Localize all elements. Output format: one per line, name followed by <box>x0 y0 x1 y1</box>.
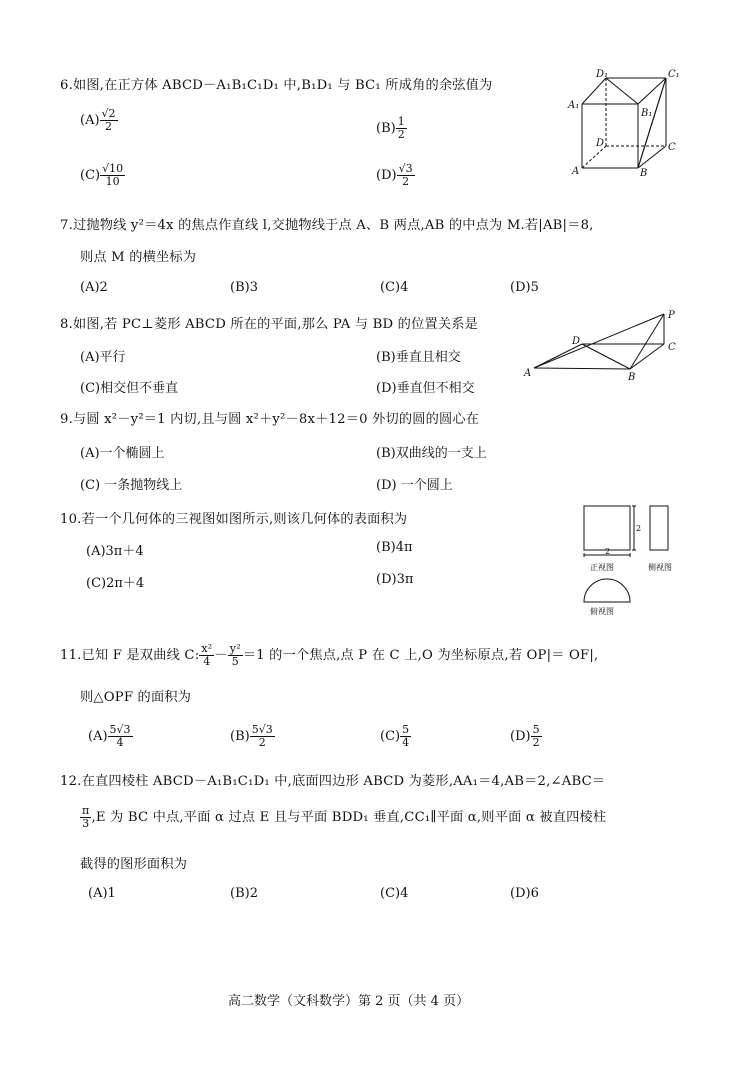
q12-stem-line2: $\frac{\pi}{3}$ ,E 为 BC 中点,平面 α 过点 E 且与平面 BDD₁ 垂直,CC₁∥平面 α,则平面 α 被直四棱柱 <box>82 804 607 830</box>
q9-option-c: (C) 一条抛物线上 <box>80 478 183 493</box>
q6-option-d: (D) $\frac{√3}{2}$ <box>376 162 413 188</box>
cube-label-a: A <box>572 166 580 177</box>
dim-width-label: 2 <box>605 547 611 556</box>
q10-option-c: (C)2π＋4 <box>86 576 145 591</box>
side-view-label: 侧视图 <box>648 563 672 572</box>
q6-stem <box>60 74 492 93</box>
rhombus-label-b: B <box>628 372 636 383</box>
q10-stem: 10.若一个几何体的三视图如图所示,则该几何体的表面积为 <box>60 512 408 527</box>
q6-option-b: (B) $\frac{1}{2}$ <box>376 115 405 141</box>
q6-option-c: (C) $\frac{√10}{10}$ <box>80 162 124 188</box>
q12-option-a: (A)1 <box>88 886 116 901</box>
q11-option-b: (B) $\frac{5√3}{2}$ <box>230 723 273 749</box>
q8-rhombus-figure <box>522 306 687 386</box>
q7-option-c: (C)4 <box>380 280 409 295</box>
q8-stem: 8.如图,若 PC⊥菱形 ABCD 所在的平面,那么 PA 与 BD 的位置关系是 <box>60 317 479 332</box>
q8-option-d: (D)垂直但不相交 <box>376 381 475 396</box>
front-view-rect <box>584 506 630 550</box>
q10-option-a: (A)3π＋4 <box>86 544 144 559</box>
q11-option-c: (C) $\frac{5}{4}$ <box>380 723 410 749</box>
q10-three-view-figure <box>574 500 714 618</box>
rhombus-label-p: P <box>668 310 675 321</box>
q7-stem-line1: 7.过抛物线 y²＝4x 的焦点作直线 l,交抛物线于点 A、B 两点,AB 的中点为 M.若|AB|＝8, <box>60 218 594 233</box>
q11-stem-line2: 则△OPF 的面积为 <box>80 690 192 705</box>
rhombus-label-c: C <box>668 342 676 353</box>
q12-stem-line3: 截得的图形面积为 <box>80 857 188 872</box>
front-view-label: 正视图 <box>590 563 614 572</box>
q11-option-d: (D) $\frac{5}{2}$ <box>510 723 540 749</box>
q9-option-b: (B)双曲线的一支上 <box>376 446 487 461</box>
q6-number: 6. <box>60 78 73 93</box>
q7-option-b: (B)3 <box>230 280 258 295</box>
cube-label-d1: D₁ <box>596 69 609 80</box>
q11-option-a: (A) $\frac{5√3}{4}$ <box>88 723 131 749</box>
rhombus-label-d: D <box>572 336 581 347</box>
q10-option-b: (B)4π <box>376 540 413 555</box>
q12-stem-line1: 12.在直四棱柱 ABCD－A₁B₁C₁D₁ 中,底面四边形 ABCD 为菱形,AA₁＝4,AB＝2,∠ABC＝ <box>60 774 606 789</box>
q6-option-a: (A) $\frac{√2}{2}$ <box>80 107 116 133</box>
q7-option-d: (D)5 <box>510 280 539 295</box>
cube-label-c1: C₁ <box>668 69 680 80</box>
q6-cube-figure <box>566 66 686 181</box>
cube-label-d: D <box>596 138 605 149</box>
q11-stem-line1: 11.已知 F 是双曲线 C: $\frac{\text{x²}}{4}$ － $\frac{\text{y²}}{5}$ ＝1 的一个焦点,点 P 在 C 上,O 为坐标原点,若 OP|＝ OF|, <box>60 642 599 668</box>
q7-stem-line2: 则点 M 的横坐标为 <box>80 250 197 265</box>
rhombus-label-a: A <box>524 368 532 379</box>
cube-label-b1: B₁ <box>641 108 653 119</box>
page-footer: 高二数学（文科数学）第 2 页（共 4 页） <box>228 994 470 1009</box>
top-view-label: 俯视图 <box>590 607 614 616</box>
q9-stem: 9.与圆 x²－y²＝1 内切,且与圆 x²＋y²－8x＋12＝0 外切的圆的圆心在 <box>60 412 480 427</box>
q12-option-b: (B)2 <box>230 886 258 901</box>
q12-option-c: (C)4 <box>380 886 409 901</box>
q9-option-a: (A)一个椭圆上 <box>80 446 165 461</box>
q8-option-c: (C)相交但不垂直 <box>80 381 179 396</box>
q8-option-b: (B)垂直且相交 <box>376 350 461 365</box>
top-view-semicircle <box>584 579 630 602</box>
q9-option-d: (D) 一个圆上 <box>376 478 453 493</box>
q7-option-a: (A)2 <box>80 280 108 295</box>
cube-label-c: C <box>668 142 676 153</box>
dim-height-label: 2 <box>636 524 642 533</box>
q12-option-d: (D)6 <box>510 886 539 901</box>
q8-option-a: (A)平行 <box>80 350 126 365</box>
cube-label-a1: A₁ <box>568 100 580 111</box>
q10-option-d: (D)3π <box>376 572 414 587</box>
q6-stem-text: 如图,在正方体 ABCD－A₁B₁C₁D₁ 中,B₁D₁ 与 BC₁ 所成角的余弦值为 <box>72 78 493 93</box>
side-view-rect <box>650 506 668 550</box>
cube-label-b: B <box>640 168 648 179</box>
